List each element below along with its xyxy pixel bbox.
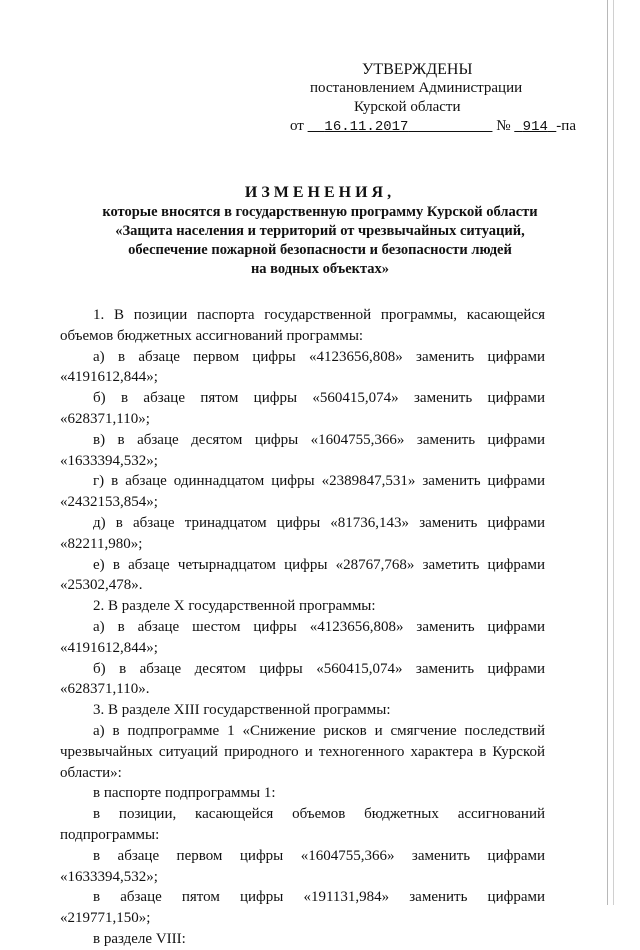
body-line: «4191612,844»; — [60, 369, 158, 386]
body-line: области»: — [60, 764, 122, 781]
from-label: от — [290, 118, 304, 134]
body-line: «2432153,854»; — [60, 494, 158, 511]
body-line: 1. В позиции паспорта государственной программы, касающейся — [93, 307, 545, 323]
body-line: чрезвычайных ситуаций природного и техногенного характера в Курской — [60, 743, 545, 760]
body-line: г) в абзаце одиннадцатом цифры «2389847,531» заменить цифрами — [93, 473, 545, 490]
body-line: в) в абзаце десятом цифры «1604755,366» заменить цифрами — [93, 431, 545, 448]
body-line: 3. В разделе XIII государственной программы: — [93, 702, 391, 719]
scan-edge-line — [613, 0, 614, 905]
body-line: «25302,478». — [60, 577, 143, 594]
body-line: объемов бюджетных ассигнований программы: — [60, 327, 364, 344]
approval-title: УТВЕРЖДЕНЫ — [362, 61, 473, 78]
approval-block — [290, 60, 576, 137]
body-line: в разделе VIII: — [93, 930, 186, 947]
body-line: в абзаце первом цифры «1604755,366» заменить цифрами — [93, 847, 545, 864]
body-line: «219771,150»; — [60, 910, 151, 927]
heading-subtitle-line: «Защита населения и территорий от чрезвычайных ситуаций, — [115, 223, 525, 239]
body-line: «1633394,532»; — [60, 868, 158, 885]
approval-date-number — [290, 117, 576, 137]
document-body — [60, 305, 545, 950]
heading-subtitle-line: которые вносятся в государственную программу Курской области — [102, 204, 538, 220]
body-line: а) в подпрограмме 1 «Снижение рисков и смягчение последствий — [93, 722, 545, 739]
body-line: «82211,980»; — [60, 535, 143, 552]
body-line: «4191612,844»; — [60, 639, 158, 656]
body-line: «628371,110». — [60, 681, 150, 698]
heading-subtitle-line: на водных объектах» — [250, 261, 390, 277]
approval-region: Курской области — [354, 99, 461, 115]
body-line: б) в абзаце десятом цифры «560415,074» заменить цифрами — [93, 660, 545, 677]
body-line: в позиции, касающейся объемов бюджетных ассигнований — [93, 806, 545, 823]
resolution-date: 16.11.2017 — [324, 119, 409, 135]
body-line: д) в абзаце тринадцатом цифры «81736,143» заменить цифрами — [93, 514, 545, 531]
number-suffix: -па — [556, 118, 576, 134]
body-line: в паспорте подпрограммы 1: — [93, 785, 276, 802]
body-line: а) в абзаце шестом цифры «4123656,808» заменить цифрами — [93, 618, 545, 635]
number-label: № — [496, 118, 511, 134]
body-line: 2. В разделе X государственной программы: — [93, 598, 376, 615]
approval-resolution: постановлением Администрации — [310, 80, 523, 96]
heading-subtitle-line: обеспечение пожарной безопасности и безопасности людей — [128, 242, 512, 258]
body-line: в абзаце пятом цифры «191131,984» заменить цифрами — [93, 889, 545, 906]
heading-title: ИЗМЕНЕНИЯ, — [244, 184, 396, 201]
body-line: б) в абзаце пятом цифры «560415,074» заменить цифрами — [93, 390, 545, 407]
body-line: а) в абзаце первом цифры «4123656,808» заменить цифрами — [93, 348, 545, 365]
body-line: е) в абзаце четырнадцатом цифры «28767,768» заметить цифрами — [93, 556, 545, 573]
body-line: подпрограммы: — [60, 826, 160, 843]
resolution-number: 914 — [522, 119, 548, 135]
document-heading — [40, 183, 600, 279]
scan-edge-line — [607, 0, 608, 905]
body-line: «1633394,532»; — [60, 452, 158, 469]
body-line: «628371,110»; — [60, 410, 150, 427]
